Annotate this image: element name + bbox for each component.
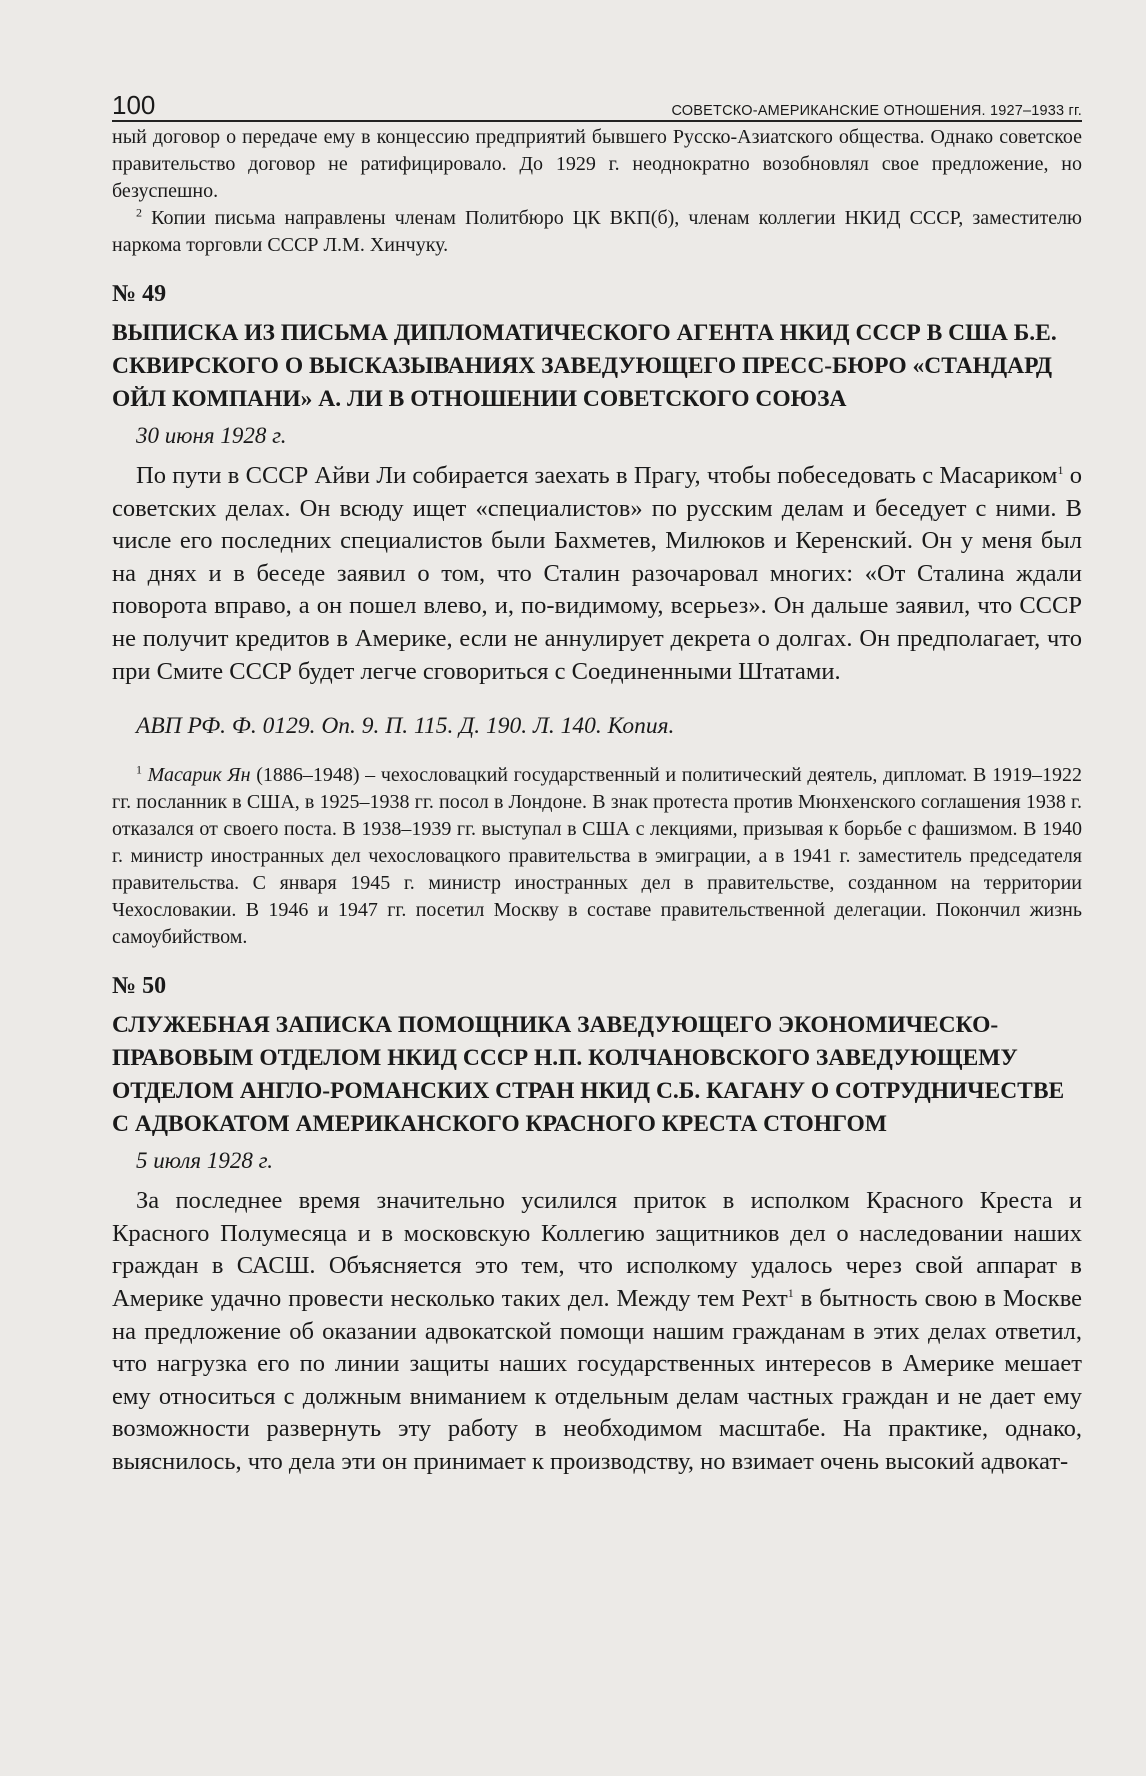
document-50-title: СЛУЖЕБНАЯ ЗАПИСКА ПОМОЩНИКА ЗАВЕДУЮЩЕГО ЭКОНОМИЧЕСКО-ПРАВОВЫМ ОТДЕЛОМ НКИД СССР Н.П. КОЛЧАНОВСКОГО ЗАВЕДУЮЩЕМУ ОТДЕЛОМ АНГЛО-РОМАНСКИХ СТРАН НКИД С.Б. КАГАНУ О СОТРУДНИЧЕСТВЕ С АДВОКАТОМ АМЕРИКАНСКОГО КРАСНОГО КРЕСТА СТОНГОМ — [112, 1012, 1065, 1138]
footnote-marker: 1 — [136, 762, 142, 777]
footnote-author: Масарик Ян — [147, 764, 251, 787]
footnote-text: (1886–1948) – чехословацкий государственный и политический деятель, дипломат. В 1919–1922 гг. посланник в США, в 1925–1938 гг. посол в Лондоне. В знак протеста против Мюнхенского соглашения 1938 г. отказался от своего поста. В 1938–1939 гг. выступал в США с лекциями, призывая к борьбе с фашизмом. В 1940 г. министр иностранных дел чехословацкого правительства в эмиграции, а в 1941 г. заместитель председателя правительства. С января 1945 г. министр иностранных дел в правительстве, созданном на территории Чехословакии. В 1946 и 1947 гг. посетил Москву в составе правительственной делегации. Покончил жизнь самоубийством. — [112, 764, 1082, 949]
running-head: СОВЕТСКО-АМЕРИКАНСКИЕ ОТНОШЕНИЯ. 1927–1933 гг. — [671, 103, 1082, 119]
previous-footnote-2 — [112, 205, 1082, 259]
page-number: 100 — [112, 90, 156, 120]
footnote-marker: 2 — [136, 205, 142, 220]
footnote-marker: 1 — [1057, 462, 1064, 477]
previous-footnote-continuation: ный договор о передаче ему в концессию предприятий бывшего Русско-Азиатского общества. Однако советское правительство договор не ратифицировало. До 1929 г. неоднократно возобновлял свое предложение, но безуспешно. — [112, 126, 1082, 202]
document-50-number: № 50 — [112, 973, 167, 1000]
document-50-body — [112, 1185, 1082, 1478]
document-49-number: № 49 — [112, 281, 167, 307]
document-49-archive-reference: АВП РФ. Ф. 0129. Оп. 9. П. 115. Д. 190. Л. 140. Копия. — [136, 713, 675, 740]
body-text-part: По пути в СССР Айви Ли собирается заехать в Прагу, чтобы побеседовать с Масариком — [136, 462, 1058, 489]
body-text-part: За последнее время значительно усилился приток в исполком Красного Креста и Красного Полумесяца и в московскую Коллегию защитников дел о наследовании наших граждан в САСШ. Объясняется это тем, что исполкому удалось через свой аппарат в Америке удачно провести несколько таких дел. Между тем Рехт — [112, 1187, 1082, 1312]
page-content — [112, 124, 1082, 1479]
footnote-text: Копии письма направлены членам Политбюро ЦК ВКП(б), членам коллегии НКИД СССР, заместителю наркома торговли СССР Л.М. Хинчуку. — [112, 207, 1082, 256]
document-49-date: 30 июня 1928 г. — [136, 423, 287, 448]
document-49-title: ВЫПИСКА ИЗ ПИСЬМА ДИПЛОМАТИЧЕСКОГО АГЕНТА НКИД СССР В США Б.Е. СКВИРСКОГО О ВЫСКАЗЫВАНИЯХ ЗАВЕДУЮЩЕГО ПРЕСС-БЮРО «СТАНДАРД ОЙЛ КОМПАНИ» А. ЛИ В ОТНОШЕНИИ СОВЕТСКОГО СОЮЗА — [112, 320, 1057, 412]
document-49-body — [112, 460, 1082, 688]
body-text-part: о советских делах. Он всюду ищет «специалистов» по русским делам и беседует с ними. В числе его последних специалистов были Бахметев, Милюков и Керенский. Он у меня был на днях и в беседе заявил о том, что Сталин разочаровал многих: «От Сталина ждали поворота вправо, а он пошел влево, и, по-видимому, всерьез». Он дальше заявил, что СССР не получит кредитов в Америке, если не аннулирует декрета о долгах. Он предполагает, что при Смите СССР будет легче сговориться с Соединенными Штатами. — [112, 462, 1082, 685]
page-header — [112, 90, 1082, 122]
body-text-part: в бытность свою в Москве на предложение об оказании адвокатской помощи нашим гражданам в этих делах ответил, что нагрузка его по линии защиты наших государственных интересов в Америке мешает ему относиться с должным вниманием к отдельным делам частных граждан и не дает ему возможности развернуть эту работу в необходимом масштабе. На практике, однако, выяснилось, что дела эти он принимает к производству, но взимает очень высокий адвокат- — [112, 1284, 1083, 1475]
document-49-footnote — [112, 762, 1082, 951]
document-50-date: 5 июля 1928 г. — [136, 1148, 274, 1174]
footnote-marker: 1 — [787, 1285, 794, 1300]
